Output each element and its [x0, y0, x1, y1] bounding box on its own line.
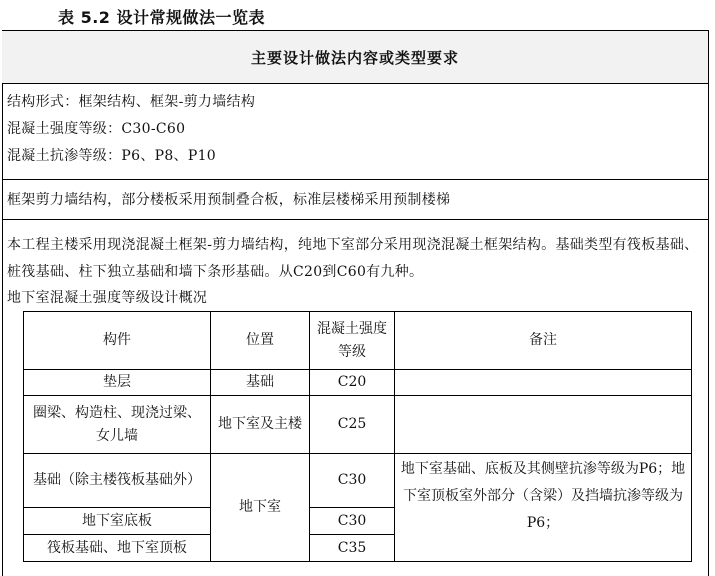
cell-grade: C30: [310, 454, 395, 508]
cell-grade: C35: [310, 535, 395, 562]
row-divider: [2, 179, 708, 180]
cell-position: 地下室及主楼: [211, 396, 310, 454]
cell-component: 圈梁、构造柱、现浇过梁、女儿墙: [24, 396, 211, 454]
table-caption: 表 5.2 设计常规做法一览表: [58, 8, 265, 27]
cell-component: 筏板基础、地下室顶板: [24, 535, 211, 562]
cell-grade: C25: [310, 396, 395, 454]
cell-component: 基础（除主楼筏板基础外）: [24, 454, 211, 508]
cell-position: 基础: [211, 370, 310, 396]
table-header: 主要设计做法内容或类型要求: [2, 31, 708, 84]
table-header-row: [24, 312, 692, 370]
cell-component: 垫层: [24, 370, 211, 396]
cell-note: [395, 370, 692, 396]
concrete-grade-line: 混凝土强度等级：C30-C60: [7, 121, 186, 137]
basement-concrete-table: [23, 311, 692, 562]
design-table: [2, 30, 709, 576]
cell-component: 地下室底板: [24, 508, 211, 535]
prefab-description: 框架剪力墙结构，部分楼板采用预制叠合板，标准层楼梯采用预制楼梯: [7, 192, 451, 208]
column-header-position: 位置: [211, 312, 310, 370]
cell-note: [395, 396, 692, 454]
row-divider: [2, 219, 708, 220]
table-row: [24, 396, 692, 454]
cell-grade: C20: [310, 370, 395, 396]
cell-note: 地下室基础、底板及其侧壁抗渗等级为P6；地下室顶板室外部分（含梁）及挡墙抗渗等级为P6；: [395, 454, 692, 562]
impermeability-grade-line: 混凝土抗渗等级：P6、P8、P10: [7, 148, 216, 164]
basement-table-title: 地下室混凝土强度等级设计概况: [7, 290, 208, 306]
foundation-paragraph: 本工程主楼采用现浇混凝土框架-剪力墙结构，纯地下室部分采用现浇混凝土框架结构。基础类型有筏板基础、桩筏基础、柱下独立基础和墙下条形基础。从C20到C60有九种。: [7, 237, 699, 280]
column-header-notes: 备注: [395, 312, 692, 370]
table-row: [24, 454, 692, 508]
cell-grade: C30: [310, 508, 395, 535]
table-row: [24, 370, 692, 396]
column-header-grade: 混凝土强度等级: [310, 312, 395, 370]
column-header-component: 构件: [24, 312, 211, 370]
cell-position: 地下室: [211, 454, 310, 562]
structure-form-line: 结构形式：框架结构、框架-剪力墙结构: [7, 94, 256, 110]
table-left-border: [2, 31, 3, 576]
